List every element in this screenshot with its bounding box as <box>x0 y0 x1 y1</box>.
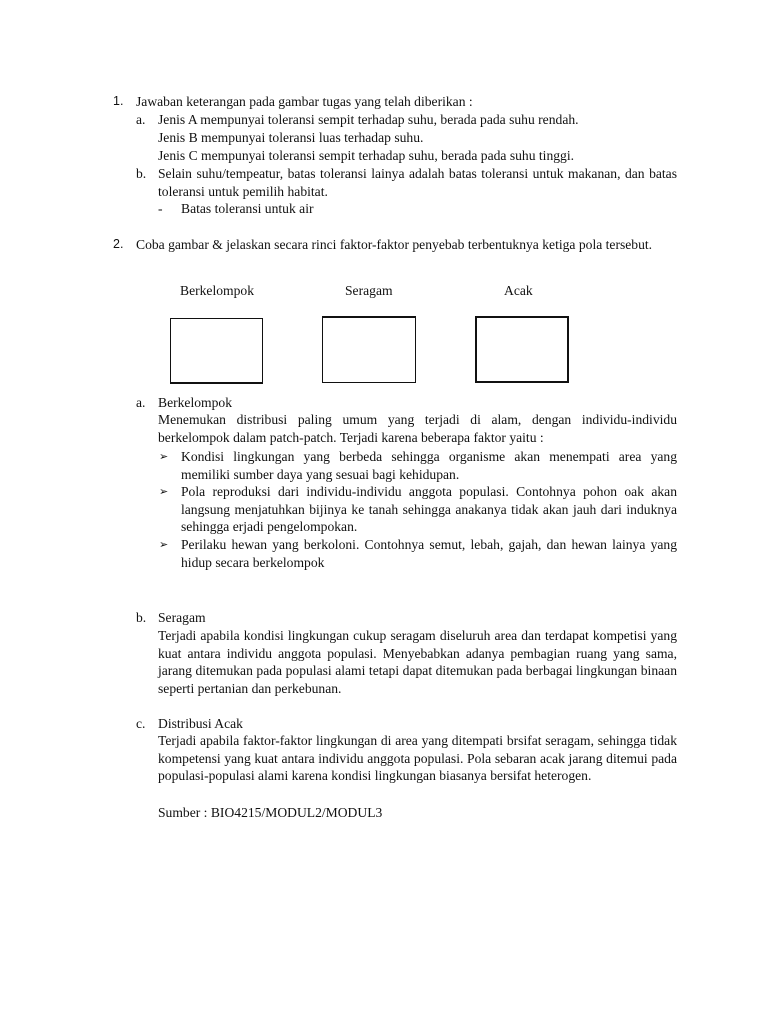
pattern-box-acak <box>475 316 569 383</box>
pattern-label-acak: Acak <box>504 283 533 298</box>
q2-a-bullet-2: Pola reproduksi dari individu-individu anggota populasi. Contohnya pohon oak akan langsung menjatuhkan bijinya ke tanah sehingga anakanya tidak akan jauh dari induknya sehingga erjadi pengelompokan. <box>181 484 677 535</box>
q1-b-text: Selain suhu/tempeatur, batas toleransi lainya adalah batas toleransi untuk makanan, dan batas toleransi untuk pemilih habitat. <box>158 166 677 199</box>
bullet-icon: ➢ <box>159 485 169 498</box>
q1-b-dash: - <box>158 201 163 216</box>
q2-c-title: Distribusi Acak <box>158 716 243 731</box>
pattern-label-berkelompok: Berkelompok <box>180 283 254 298</box>
q2-b-text: Terjadi apabila kondisi lingkungan cukup seragam diseluruh area dan terdapat kompetisi yang kuat antara individu anggota populasi. Menyebabkan adanya pembagian ruang yang sama, jarang ditemukan pada populasi alami tetapi dapat ditemukan pada berbagai lingkungan binaan seperti pertanian dan perkebunan. <box>158 628 677 696</box>
pattern-label-seragam: Seragam <box>345 283 393 298</box>
q2-b-marker: b. <box>136 610 147 625</box>
q2-a-bullet-3: Perilaku hewan yang berkoloni. Contohnya semut, lebah, gajah, dan hewan lainya yang hidup secara berkelompok <box>181 537 677 570</box>
q1-b-sub: Batas toleransi untuk air <box>181 201 314 216</box>
pattern-box-seragam <box>322 316 416 383</box>
q1-a-line-2: Jenis B mempunyai toleransi luas terhadap suhu. <box>158 130 424 145</box>
bullet-icon: ➢ <box>159 538 169 551</box>
q2-b-title: Seragam <box>158 610 206 625</box>
pattern-box-berkelompok <box>170 318 263 384</box>
bullet-icon: ➢ <box>159 450 169 463</box>
q2-number: 2. <box>113 237 124 251</box>
q2-question: Coba gambar & jelaskan secara rinci faktor-faktor penyebab terbentuknya ketiga pola tersebut. <box>136 237 653 252</box>
q1-a-line-3: Jenis C mempunyai toleransi sempit terhadap suhu, berada pada suhu tinggi. <box>158 148 575 163</box>
q1-b-marker: b. <box>136 166 147 181</box>
q2-a-marker: a. <box>136 395 146 410</box>
q2-a-bullet-1: Kondisi lingkungan yang berbeda sehingga organisme akan menempati area yang memiliki sumber daya yang sesuai bagi kehidupan. <box>181 449 677 482</box>
q2-a-title: Berkelompok <box>158 395 232 410</box>
q2-c-marker: c. <box>136 716 146 731</box>
q1-number: 1. <box>113 94 124 108</box>
q1-a-line-1: Jenis A mempunyai toleransi sempit terhadap suhu, berada pada suhu rendah. <box>158 112 579 127</box>
q1-a-marker: a. <box>136 112 146 127</box>
source-citation: Sumber : BIO4215/MODUL2/MODUL3 <box>158 805 383 820</box>
q2-a-text: Menemukan distribusi paling umum yang terjadi di alam, dengan individu-individu berkelompok dalam patch-patch. Terjadi karena beberapa faktor yaitu : <box>158 412 677 445</box>
q1-question: Jawaban keterangan pada gambar tugas yang telah diberikan : <box>136 94 473 109</box>
q2-c-text: Terjadi apabila faktor-faktor lingkungan di area yang ditempati brsifat seragam, sehingga tidak kompetensi yang kuat antara individu anggota populasi. Pola sebaran acak jarang ditemui pada populasi-populasi alami karena kondisi lingkungan biasanya bersifat heterogen. <box>158 733 677 784</box>
